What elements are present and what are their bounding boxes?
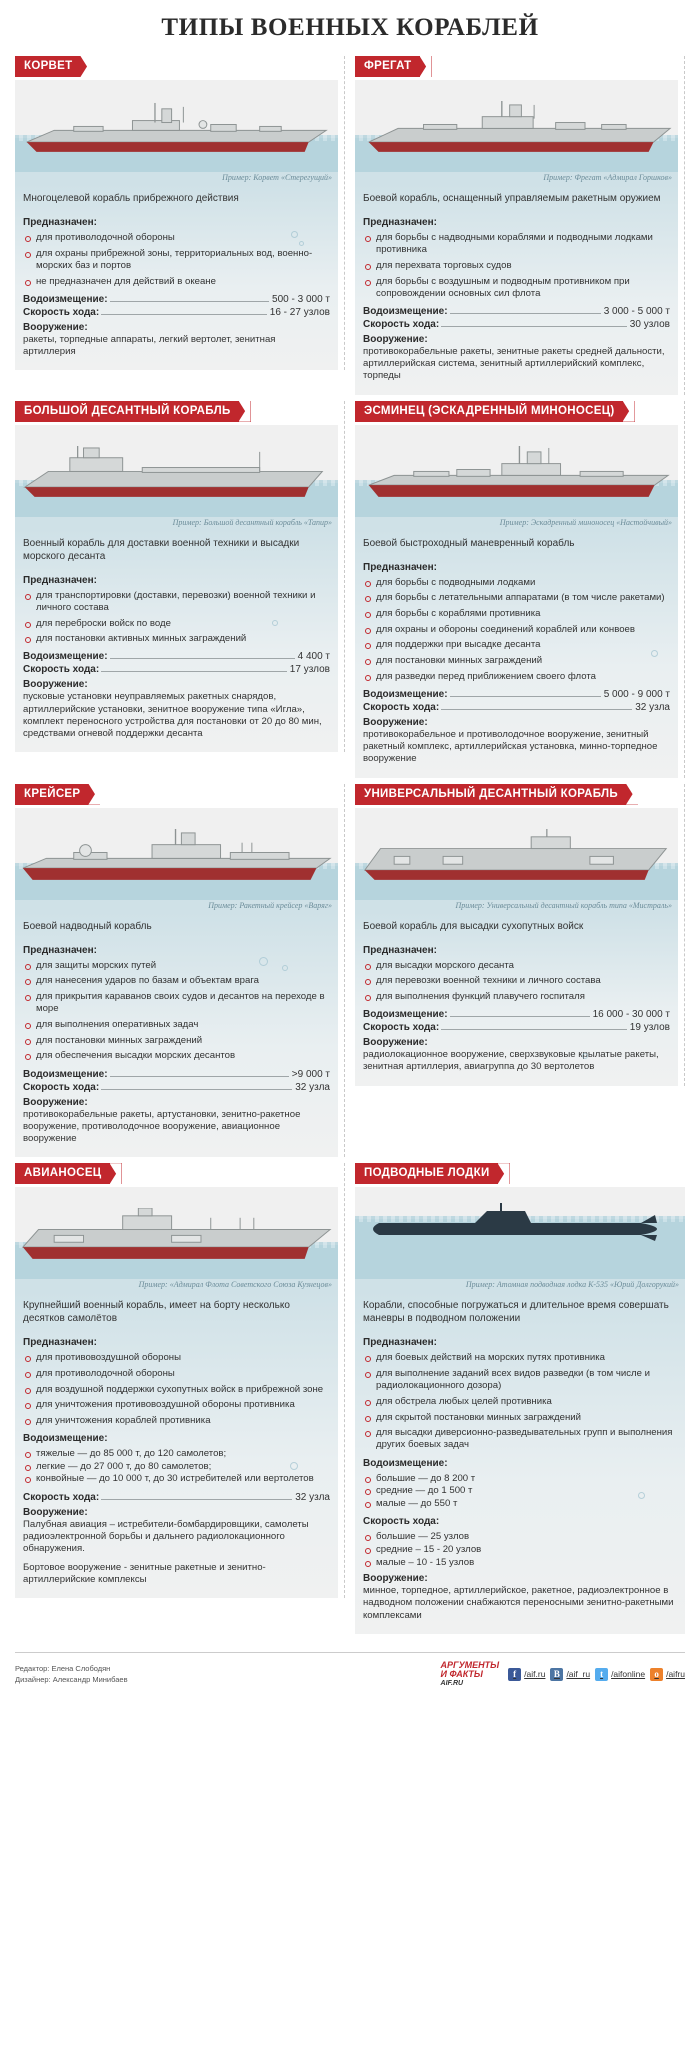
list-item: для уничтожения противовоздушной обороны противника (23, 1399, 330, 1411)
column-left-4 (10, 1163, 350, 1640)
ribbon-kreyser (15, 784, 338, 806)
leader-dots (441, 709, 632, 710)
list-item: средние — до 1 500 т (363, 1485, 677, 1498)
card-lede: Боевой быстроходный маневренный корабль (363, 537, 575, 549)
list-item: для охраны и обороны соединений кораблей или конвоев (363, 624, 670, 636)
card-udk (355, 784, 685, 1086)
ship-illustration-kreyser (15, 808, 338, 900)
list-item: для постановки активных минных заграждений (23, 633, 330, 645)
leader-dots (450, 696, 601, 697)
purpose-list (23, 960, 330, 1063)
list-item: для постановки минных заграждений (23, 1035, 330, 1047)
aircraft-carrier-silhouette-icon (15, 1208, 338, 1267)
purpose-heading: Предназначен: (23, 944, 97, 956)
list-item: легкие — до 27 000 т, до 80 самолетов; (23, 1461, 330, 1474)
armament-heading: Вооружение: (363, 334, 428, 346)
list-item: для скрытой постановки минных заграждений (363, 1412, 677, 1424)
list-item: для борьбы с подводными лодками (363, 577, 670, 589)
leader-dots (110, 658, 295, 659)
card-body (355, 913, 678, 1086)
spec-speed (23, 1492, 330, 1503)
card-body (15, 1292, 338, 1598)
spec-label: Водоизмещение: (23, 651, 108, 663)
spec-speed (23, 307, 330, 318)
card-lede: Многоцелевой корабль прибрежного действия (23, 193, 239, 204)
spec-speed (23, 1082, 330, 1093)
spec-speed (23, 664, 330, 675)
spec-displacement (363, 689, 670, 700)
leader-dots (450, 313, 601, 314)
card-lede: Корабли, способные погружаться и длительное время совершать маневры в подводном положении (363, 1300, 669, 1325)
spec-label: Водоизмещение: (363, 306, 448, 318)
aif-logo-line2: И ФАКТЫ (440, 1668, 483, 1679)
armament-text: противокорабельные ракеты, зенитные ракеты средней дальности, артиллерийская система, зенитный артиллерийский комплекс, торпеды (363, 346, 665, 382)
list-item: для борьбы с надводными кораблями и подводными лодками противника (363, 232, 670, 256)
example-caption: Пример: Эскадренный миноносец «Настойчивый» (355, 517, 678, 530)
spec-value: 16 000 - 30 000 т (592, 1009, 670, 1021)
ribbon-label: БОЛЬШОЙ ДЕСАНТНЫЙ КОРАБЛЬ (15, 401, 251, 422)
facebook-icon: f (508, 1668, 521, 1681)
purpose-list (23, 590, 330, 646)
armament-heading: Вооружение: (363, 1573, 428, 1585)
list-item: большие — 25 узлов (363, 1531, 677, 1544)
list-item: для нанесения ударов по базам и объектам врага (23, 975, 330, 987)
spec-value: 19 узлов (629, 1022, 670, 1034)
column-right-4 (350, 1163, 690, 1640)
speed-sublist (363, 1531, 677, 1569)
card-avianosec (15, 1163, 345, 1598)
ribbon-udk (355, 784, 678, 806)
displacement-heading: Водоизмещение: (23, 1433, 108, 1445)
armament-heading: Вооружение: (23, 1506, 88, 1518)
spec-label: Скорость хода: (363, 702, 440, 714)
spec-displacement (23, 294, 330, 305)
designer-credit: Дизайнер: Александр Минибаев (15, 1675, 128, 1685)
column-left-2 (10, 401, 350, 784)
spec-value: 32 узла (295, 1491, 330, 1503)
list-item: для противовоздушной обороны (23, 1352, 330, 1364)
spec-label: Скорость хода: (363, 319, 440, 331)
purpose-heading: Предназначен: (23, 574, 97, 586)
social-links (441, 1661, 685, 1688)
purpose-heading: Предназначен: (23, 217, 97, 228)
example-caption: Пример: «Адмирал Флота Советского Союза Кузнецов» (15, 1279, 338, 1292)
frigate-silhouette-icon (355, 101, 678, 160)
spec-speed (363, 702, 670, 713)
card-body (355, 185, 678, 395)
list-item: для переброски войск по воде (23, 618, 330, 630)
page-footer (15, 1652, 685, 1688)
armament-text: радиолокационное вооружение, сверхзвуковые крылатые ракеты, зенитная артиллерия, авиагруппа до 30 вертолетов (363, 1049, 659, 1073)
list-item: для борьбы с кораблями противника (363, 608, 670, 620)
column-right-3 (350, 784, 690, 1164)
armament-text: Палубная авиация – истребители-бомбардировщики, самолеты радиоэлектронной борьбы и дальнего радиолокационного обнаружения. (23, 1518, 309, 1555)
spec-displacement (23, 1069, 330, 1080)
list-item: для обстрела любых целей противника (363, 1396, 677, 1408)
armament-text: ракеты, торпедные аппараты, легкий вертолет, зенитная артиллерия (23, 333, 276, 358)
displacement-sublist (23, 1448, 330, 1486)
spec-displacement (363, 306, 670, 317)
spec-label: Скорость хода: (23, 306, 100, 318)
ribbon-label: ФРЕГАТ (355, 56, 432, 77)
list-item: малые – 10 - 15 узлов (363, 1557, 677, 1570)
ribbon-label: КРЕЙСЕР (15, 784, 100, 805)
leader-dots (441, 326, 627, 327)
spec-speed (363, 319, 670, 330)
spec-label: Скорость хода: (23, 1491, 100, 1503)
example-caption: Пример: Ракетный крейсер «Варяг» (15, 900, 338, 913)
spec-value: >9 000 т (291, 1068, 330, 1080)
purpose-heading: Предназначен: (363, 1337, 437, 1349)
card-body (15, 913, 338, 1158)
list-item: для выполнения оперативных задач (23, 1019, 330, 1031)
social-handle: /aif.ru (524, 1669, 546, 1680)
ribbon-label: АВИАНОСЕЦ (15, 1163, 122, 1184)
aif-logo-line1: АРГУМЕНТЫ (440, 1659, 500, 1670)
leader-dots (441, 1029, 627, 1030)
spec-value: 500 - 3 000 т (272, 293, 330, 305)
spec-value: 3 000 - 5 000 т (603, 306, 670, 318)
ribbon-korvet (15, 56, 338, 78)
card-body (15, 185, 338, 370)
list-item: для обеспечения высадки морских десантов (23, 1050, 330, 1062)
purpose-heading: Предназначен: (363, 561, 437, 573)
ship-illustration-korvet (15, 80, 338, 172)
spec-displacement (363, 1009, 670, 1020)
editor-credit: Редактор: Елена Слободян (15, 1664, 111, 1674)
leader-dots (101, 671, 287, 672)
list-item: тяжелые — до 85 000 т, до 120 самолетов; (23, 1448, 330, 1461)
spec-label: Водоизмещение: (23, 293, 108, 305)
armament-heading: Вооружение: (363, 717, 428, 729)
spec-label: Скорость хода: (23, 664, 100, 676)
leader-dots (101, 1089, 292, 1090)
list-item: для борьбы с воздушным и подводным противником при сопровождении основных сил флота (363, 276, 670, 300)
armament-heading: Вооружение: (23, 1096, 88, 1108)
ship-illustration-fregat (355, 80, 678, 172)
card-korvet (15, 56, 345, 370)
armament-text: противокорабельные ракеты, артустановки, зенитно-ракетное вооружение, противолодочное вооружение, авиационное вооружение (23, 1108, 301, 1144)
purpose-list (363, 960, 670, 1004)
aif-logo-site: AIF.RU (440, 1679, 464, 1687)
ribbon-avianosec (15, 1163, 338, 1185)
landing-ship-silhouette-icon (15, 446, 338, 505)
card-lede: Крупнейший военный корабль, имеет на борту несколько десятков самолётов (23, 1300, 290, 1325)
list-item: большие — до 8 200 т (363, 1473, 677, 1486)
armament-text-secondary: Бортовое вооружение - зенитные ракетные и зенитно-артиллерийские комплексы (23, 1561, 266, 1585)
social-link-facebook[interactable] (508, 1668, 545, 1681)
social-handle: /aifru (666, 1669, 685, 1680)
list-item: для прикрытия караванов своих судов и десантов на переходе в море (23, 991, 330, 1015)
purpose-list (363, 577, 670, 683)
card-lede: Боевой надводный корабль (23, 920, 152, 932)
list-item: для воздушной поддержки сухопутных войск в прибрежной зоне (23, 1384, 330, 1396)
card-lede: Боевой корабль, оснащенный управляемым ракетным оружием (363, 193, 661, 204)
cruiser-silhouette-icon (15, 829, 338, 888)
bubble-decor (582, 1053, 588, 1059)
ribbon-label: ПОДВОДНЫЕ ЛОДКИ (355, 1163, 510, 1184)
list-item: для перехвата торговых судов (363, 260, 670, 272)
purpose-list (363, 232, 670, 300)
card-bdk (15, 401, 345, 753)
aif-logo[interactable] (441, 1661, 500, 1688)
armament-heading: Вооружение: (23, 679, 88, 691)
destroyer-silhouette-icon (355, 446, 678, 505)
ribbon-label: ЭСМИНЕЦ (ЭСКАДРЕННЫЙ МИНОНОСЕЦ) (355, 401, 635, 422)
speed-heading: Скорость хода: (363, 1516, 440, 1528)
spec-label: Скорость хода: (363, 1022, 440, 1034)
list-item: для уничтожения кораблей противника (23, 1415, 330, 1427)
list-item: для выполнения функций плавучего госпиталя (363, 991, 670, 1003)
ship-illustration-udk (355, 808, 678, 900)
leader-dots (101, 314, 267, 315)
armament-text: минное, торпедное, артиллерийское, ракетное, радиоэлектронное в надводном положении снабжаются переносными зенитно-ракетными комплексами (363, 1585, 674, 1621)
ship-illustration-podlodki (355, 1187, 685, 1279)
example-caption: Пример: Фрегат «Адмирал Горшков» (355, 172, 678, 185)
twitter-icon: t (595, 1668, 608, 1681)
card-kreyser (15, 784, 345, 1158)
card-lede: Боевой корабль для высадки сухопутных войск (363, 920, 584, 932)
list-item: для боевых действий на морских путях противника (363, 1352, 677, 1364)
spec-value: 17 узлов (289, 664, 330, 676)
purpose-list (23, 1352, 330, 1427)
list-item: для высадки морского десанта (363, 960, 670, 972)
armament-text: пусковые установки неуправляемых ракетных снарядов, артиллерийские установки, зенитное вооружение типа «Игла», комплект переносного устройства для постановки от 20 до 80 мин, средствами огневой поддержки десанта (23, 691, 322, 740)
displacement-sublist (363, 1473, 677, 1511)
list-item: для противолодочной обороны (23, 232, 330, 244)
leader-dots (110, 1076, 289, 1077)
column-right-2 (350, 401, 690, 784)
ship-illustration-esminec (355, 425, 678, 517)
displacement-heading: Водоизмещение: (363, 1457, 448, 1469)
cards-grid (0, 56, 700, 1640)
example-caption: Пример: Большой десантный корабль «Тапир» (15, 517, 338, 530)
leader-dots (101, 1499, 292, 1500)
armament-heading: Вооружение: (23, 321, 88, 333)
card-fregat (355, 56, 685, 395)
card-body (15, 530, 338, 753)
list-item: для высадки диверсионно-разведывательных групп и выполнения других боевых задач (363, 1427, 677, 1451)
column-left-1 (10, 56, 350, 401)
spec-label: Скорость хода: (23, 1081, 100, 1093)
ribbon-fregat (355, 56, 678, 78)
list-item: для перевозки военной техники и личного состава (363, 975, 670, 987)
spec-value: 16 - 27 узлов (269, 306, 330, 318)
social-link-vk[interactable] (550, 1668, 590, 1681)
ribbon-label: УНИВЕРСАЛЬНЫЙ ДЕСАНТНЫЙ КОРАБЛЬ (355, 784, 638, 805)
spec-value: 30 узлов (629, 319, 670, 331)
example-caption: Пример: Корвет «Стерегущий» (15, 172, 338, 185)
ribbon-esminec (355, 401, 678, 423)
purpose-list (363, 1352, 677, 1451)
submarine-silhouette-icon (355, 1201, 685, 1261)
list-item: для борьбы с летательными аппаратами (в том числе ракетами) (363, 592, 670, 604)
list-item: для постановки минных заграждений (363, 655, 670, 667)
spec-label: Водоизмещение: (23, 1068, 108, 1080)
social-handle: /aif_ru (566, 1669, 591, 1680)
card-lede: Военный корабль для доставки военной техники и высадки морского десанта (23, 537, 300, 562)
list-item: для защиты морских путей (23, 960, 330, 972)
ship-illustration-avianosec (15, 1187, 338, 1279)
armament-text: противокорабельное и противолодочное вооружение, зенитный ракетный комплекс, артиллерийская установка, минно-торпедное вооружение (363, 729, 658, 765)
spec-speed (363, 1022, 670, 1033)
corvette-silhouette-icon (15, 101, 338, 160)
spec-value: 32 узла (635, 702, 670, 714)
list-item: для выполнение заданий всех видов разведки (в том числе и радиолокационного дозора) (363, 1368, 677, 1392)
list-item: для транспортировки (доставки, перевозки) военной техники и личного состава (23, 590, 330, 614)
ribbon-podlodki (355, 1163, 685, 1185)
list-item: для разведки перед приближением своего флота (363, 671, 670, 683)
spec-value: 32 узла (295, 1081, 330, 1093)
list-item: малые — до 550 т (363, 1498, 677, 1511)
amphibious-assault-ship-silhouette-icon (355, 829, 678, 888)
armament-heading: Вооружение: (363, 1037, 428, 1049)
social-handle: /aifonline (611, 1669, 646, 1680)
list-item: средние – 15 - 20 узлов (363, 1544, 677, 1557)
social-link-odnoklassniki[interactable] (650, 1668, 685, 1681)
list-item: не предназначен для действий в океане (23, 276, 330, 288)
odnoklassniki-icon: o (650, 1668, 663, 1681)
card-body (355, 1292, 685, 1634)
page-title: ТИПЫ ВОЕННЫХ КОРАБЛЕЙ (161, 14, 539, 41)
vk-icon: B (550, 1668, 563, 1681)
column-right-1 (350, 56, 690, 401)
card-body (355, 530, 678, 778)
spec-displacement (23, 651, 330, 662)
purpose-heading: Предназначен: (23, 1337, 97, 1349)
spec-label: Водоизмещение: (363, 1009, 448, 1021)
social-link-twitter[interactable] (595, 1668, 645, 1681)
ship-illustration-bdk (15, 425, 338, 517)
spec-label: Водоизмещение: (363, 689, 448, 701)
column-left-3 (10, 784, 350, 1164)
purpose-heading: Предназначен: (363, 944, 437, 956)
example-caption: Пример: Атомная подводная лодка К-535 «Юрий Долгорукий» (355, 1279, 685, 1292)
credits-block (15, 1663, 128, 1685)
spec-value: 5 000 - 9 000 т (603, 689, 670, 701)
purpose-list (23, 232, 330, 288)
ribbon-label: КОРВЕТ (15, 56, 92, 77)
ribbon-bdk (15, 401, 338, 423)
list-item: для охраны прибрежной зоны, территориальных вод, военно-морских баз и портов (23, 248, 330, 272)
list-item: для поддержки при высадке десанта (363, 639, 670, 651)
example-caption: Пример: Универсальный десантный корабль типа «Мистраль» (355, 900, 678, 913)
list-item: для противолодочной обороны (23, 1368, 330, 1380)
card-podlodki (355, 1163, 685, 1634)
card-esminec (355, 401, 685, 778)
leader-dots (450, 1016, 590, 1017)
leader-dots (110, 301, 269, 302)
spec-value: 4 400 т (297, 651, 330, 663)
list-item: конвойные — до 10 000 т, до 30 истребителей или вертолетов (23, 1473, 330, 1486)
purpose-heading: Предназначен: (363, 217, 437, 228)
